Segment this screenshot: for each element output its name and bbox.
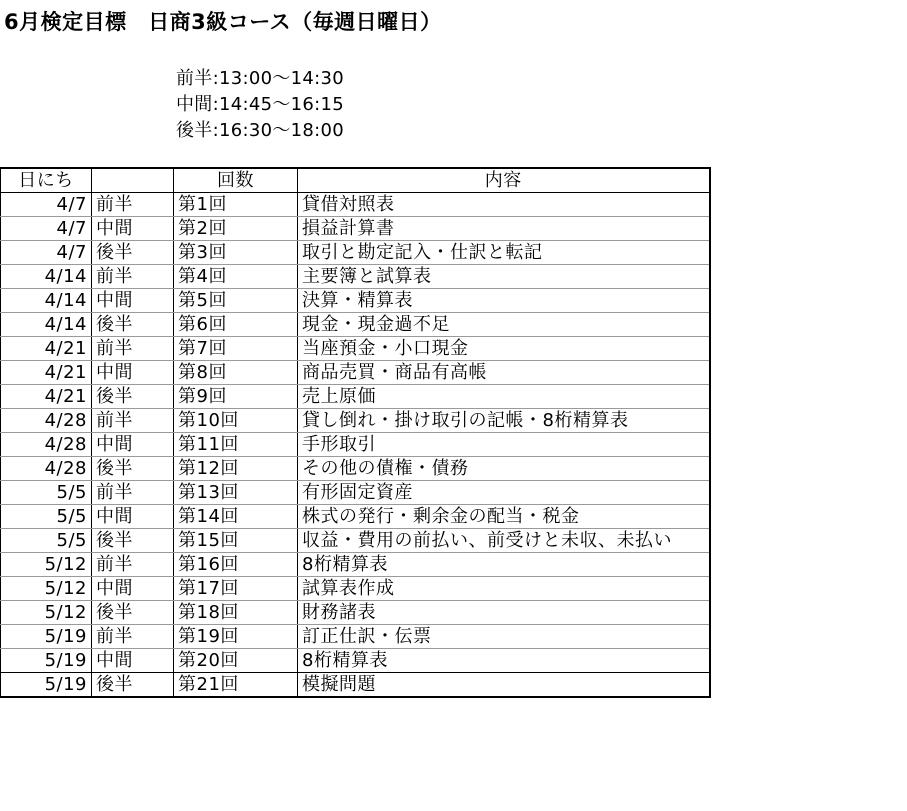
cell-part: 前半: [92, 553, 174, 577]
cell-date: 4/28: [1, 433, 92, 457]
cell-num: 第4回: [174, 265, 298, 289]
cell-date: 4/7: [1, 193, 92, 217]
cell-part: 後半: [92, 457, 174, 481]
session-time-first: 前半:13:00～14:30: [176, 68, 345, 89]
header-num: 回数: [174, 168, 298, 193]
page-title: 6月検定目標 日商3級コース（毎週日曜日）: [4, 10, 442, 34]
cell-part: 後半: [92, 385, 174, 409]
cell-num: 第3回: [174, 241, 298, 265]
cell-date: 4/21: [1, 385, 92, 409]
table-row: [1, 241, 710, 265]
cell-part: 前半: [92, 193, 174, 217]
cell-date: 4/14: [1, 289, 92, 313]
cell-part: 中間: [92, 361, 174, 385]
cell-date: 4/14: [1, 313, 92, 337]
cell-part: 前半: [92, 481, 174, 505]
table-row: [1, 601, 710, 625]
cell-num: 第20回: [174, 649, 298, 673]
cell-part: 中間: [92, 649, 174, 673]
table-row: [1, 217, 710, 241]
session-time-middle: 中間:14:45～16:15: [176, 94, 345, 115]
schedule-body: [1, 193, 710, 698]
cell-part: 中間: [92, 289, 174, 313]
table-header-row: [1, 168, 710, 193]
cell-date: 5/5: [1, 505, 92, 529]
cell-date: 5/19: [1, 673, 92, 698]
table-row: [1, 385, 710, 409]
cell-num: 第12回: [174, 457, 298, 481]
cell-content: 有形固定資産: [298, 481, 710, 505]
cell-content: 手形取引: [298, 433, 710, 457]
header-content: 内容: [298, 168, 710, 193]
cell-date: 5/5: [1, 481, 92, 505]
cell-content: 訂正仕訳・伝票: [298, 625, 710, 649]
table-row: [1, 265, 710, 289]
session-times: [176, 66, 344, 144]
cell-part: 中間: [92, 433, 174, 457]
cell-num: 第10回: [174, 409, 298, 433]
table-row: [1, 529, 710, 553]
table-row: [1, 193, 710, 217]
cell-num: 第18回: [174, 601, 298, 625]
cell-date: 4/21: [1, 361, 92, 385]
session-time-last: 後半:16:30～18:00: [176, 120, 345, 141]
cell-content: 8桁精算表: [298, 553, 710, 577]
cell-date: 4/21: [1, 337, 92, 361]
table-row: [1, 505, 710, 529]
cell-content: 売上原価: [298, 385, 710, 409]
cell-content: 決算・精算表: [298, 289, 710, 313]
cell-date: 4/7: [1, 241, 92, 265]
cell-num: 第17回: [174, 577, 298, 601]
cell-date: 5/12: [1, 553, 92, 577]
cell-num: 第7回: [174, 337, 298, 361]
table-row: [1, 673, 710, 698]
cell-num: 第13回: [174, 481, 298, 505]
table-row: [1, 337, 710, 361]
cell-date: 5/19: [1, 625, 92, 649]
cell-content: 貸借対照表: [298, 193, 710, 217]
cell-num: 第14回: [174, 505, 298, 529]
table-row: [1, 577, 710, 601]
table-row: [1, 313, 710, 337]
cell-part: 後半: [92, 673, 174, 698]
cell-content: 貸し倒れ・掛け取引の記帳・8桁精算表: [298, 409, 710, 433]
header-date: 日にち: [1, 168, 92, 193]
cell-content: 取引と勘定記入・仕訳と転記: [298, 241, 710, 265]
cell-part: 後半: [92, 601, 174, 625]
table-row: [1, 457, 710, 481]
schedule-table: [0, 167, 711, 698]
cell-num: 第2回: [174, 217, 298, 241]
cell-date: 5/5: [1, 529, 92, 553]
cell-content: 商品売買・商品有高帳: [298, 361, 710, 385]
cell-content: 試算表作成: [298, 577, 710, 601]
cell-content: 模擬問題: [298, 673, 710, 698]
cell-part: 中間: [92, 505, 174, 529]
table-row: [1, 481, 710, 505]
cell-date: 4/14: [1, 265, 92, 289]
cell-num: 第21回: [174, 673, 298, 698]
cell-part: 後半: [92, 313, 174, 337]
cell-part: 前半: [92, 337, 174, 361]
cell-content: 財務諸表: [298, 601, 710, 625]
cell-content: 現金・現金過不足: [298, 313, 710, 337]
cell-num: 第5回: [174, 289, 298, 313]
cell-content: 8桁精算表: [298, 649, 710, 673]
cell-num: 第8回: [174, 361, 298, 385]
cell-part: 後半: [92, 241, 174, 265]
cell-content: 株式の発行・剰余金の配当・税金: [298, 505, 710, 529]
table-row: [1, 553, 710, 577]
cell-num: 第11回: [174, 433, 298, 457]
cell-date: 5/19: [1, 649, 92, 673]
table-row: [1, 433, 710, 457]
cell-content: 収益・費用の前払い、前受けと未収、未払い: [298, 529, 710, 553]
cell-content: 損益計算書: [298, 217, 710, 241]
cell-content: 主要簿と試算表: [298, 265, 710, 289]
cell-num: 第19回: [174, 625, 298, 649]
cell-part: 中間: [92, 577, 174, 601]
table-row: [1, 625, 710, 649]
cell-content: 当座預金・小口現金: [298, 337, 710, 361]
cell-date: 4/28: [1, 457, 92, 481]
cell-part: 前半: [92, 625, 174, 649]
header-part: [92, 168, 174, 193]
cell-content: その他の債権・債務: [298, 457, 710, 481]
table-row: [1, 649, 710, 673]
cell-num: 第6回: [174, 313, 298, 337]
table-row: [1, 361, 710, 385]
cell-num: 第16回: [174, 553, 298, 577]
cell-date: 5/12: [1, 601, 92, 625]
cell-num: 第9回: [174, 385, 298, 409]
table-row: [1, 289, 710, 313]
cell-date: 4/28: [1, 409, 92, 433]
cell-part: 前半: [92, 265, 174, 289]
cell-num: 第15回: [174, 529, 298, 553]
table-row: [1, 409, 710, 433]
cell-part: 後半: [92, 529, 174, 553]
cell-num: 第1回: [174, 193, 298, 217]
cell-part: 中間: [92, 217, 174, 241]
cell-date: 5/12: [1, 577, 92, 601]
cell-part: 前半: [92, 409, 174, 433]
cell-date: 4/7: [1, 217, 92, 241]
